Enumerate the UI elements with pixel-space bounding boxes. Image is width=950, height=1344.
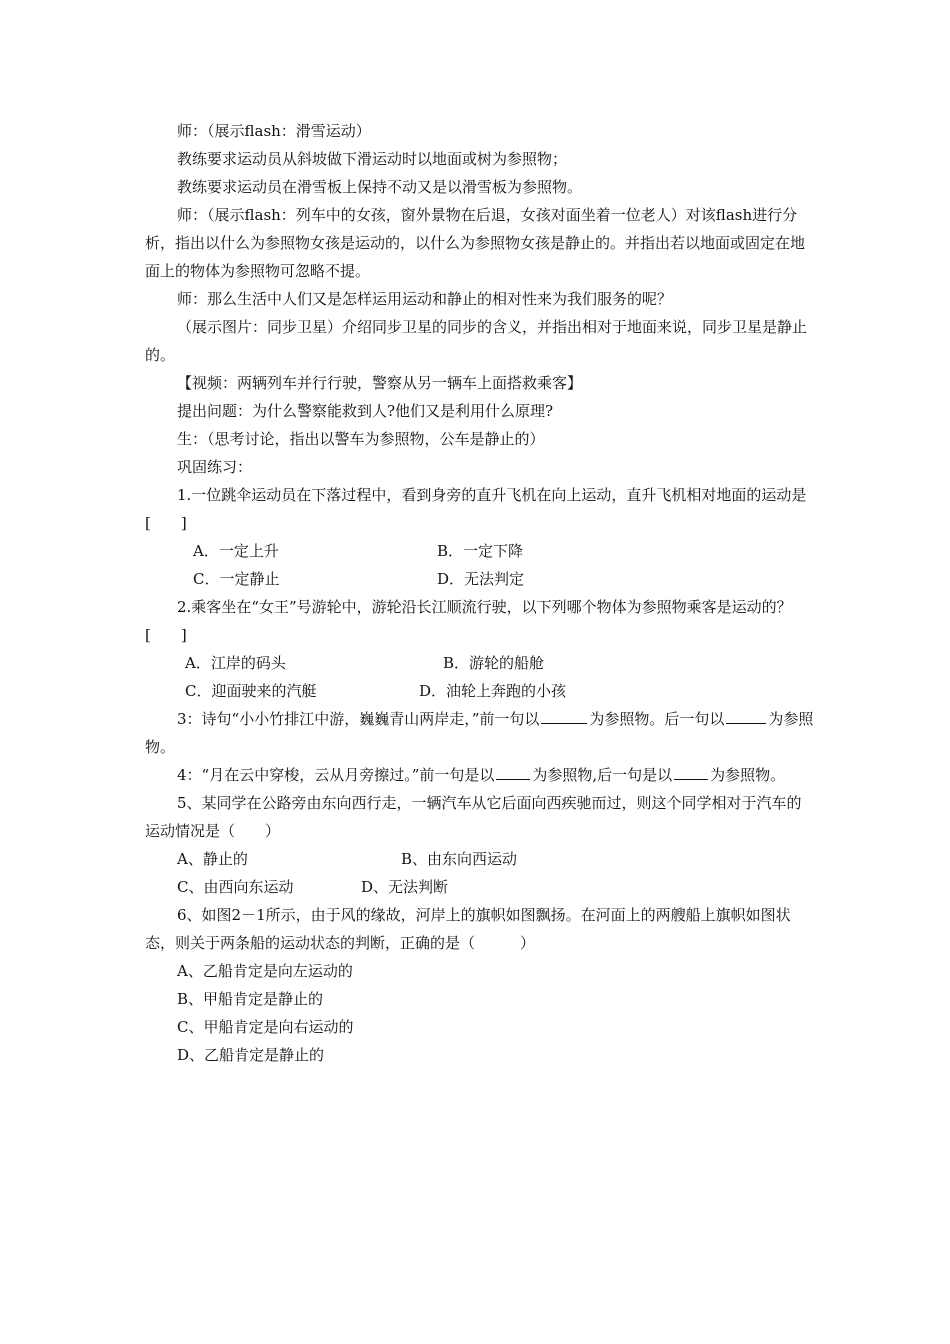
question-3-text: [145, 705, 815, 761]
question-1-text: 1.一位跳伞运动员在下落过程中，看到身旁的直升飞机在向上运动，直升飞机相对地面的运动是 [ ]: [145, 486, 837, 532]
question-4-part-3: 为参照物。: [710, 766, 786, 784]
question-6-option-a: A、乙船肯定是向左运动的: [177, 962, 353, 980]
question-1-options-row-1: [145, 537, 815, 565]
question-4-text: [145, 761, 815, 789]
question-3-part-2: 为参照物。后一句以: [589, 710, 725, 728]
coach-requirement-1: 教练要求运动员从斜坡做下滑运动时以地面或树为参照物；: [177, 150, 568, 168]
document-body: [145, 117, 837, 1069]
question-4-blank-1: [496, 763, 530, 780]
question-4-part-2: 为参照物,后一句是以: [532, 766, 673, 784]
coach-requirement-2: 教练要求运动员在滑雪板上保持不动又是以滑雪板为参照物。: [177, 178, 583, 196]
question-5-option-c: C、由西向东运动: [177, 878, 294, 896]
question-2-options-row-1: [145, 649, 815, 677]
question-6-option-c-row: [145, 1013, 815, 1041]
satellite-paragraph: （展示图片：同步卫星）介绍同步卫星的同步的含义，并指出相对于地面来说，同步卫星是静止的。: [145, 318, 808, 364]
question-5-option-b: B、由东向西运动: [401, 850, 518, 868]
question-6-option-c: C、甲船肯定是向右运动的: [177, 1018, 354, 1036]
question-3-part-1: 3：诗句“小小竹排江中游，巍巍青山两岸走，”前一句以: [177, 710, 540, 728]
question-6-option-b: B、甲船肯定是静止的: [177, 990, 324, 1008]
question-4-part-1: 4：“月在云中穿梭，云从月旁擦过。”前一句是以: [177, 766, 495, 784]
question-6-text: 6、如图2－1所示，由于风的缘故，河岸上的旗帜如图飘扬。在河面上的两艘船上旗帜如图状态，则关于两条船的运动状态的判断，正确的是（ ）: [145, 906, 791, 952]
question-1-options-row-2: [145, 565, 815, 593]
teacher-question: 师：那么生活中人们又是怎样运用运动和静止的相对性来为我们服务的呢？: [177, 290, 673, 308]
question-1-option-b: B．一定下降: [437, 542, 524, 560]
teacher-flash-skiing: 师：（展示flash：滑雪运动）: [177, 122, 371, 140]
question-2-option-d: D．油轮上奔跑的小孩: [419, 682, 567, 700]
question-5-text: 5、某同学在公路旁由东向西行走，一辆汽车从它后面向西疾驰而过，则这个同学相对于汽车的运动情况是（ ）: [145, 794, 802, 840]
question-5-options-row-1: [145, 845, 815, 873]
question-6-option-d-row: [145, 1041, 815, 1069]
question-6-option-b-row: [145, 985, 815, 1013]
question-5-option-d: D、无法判断: [361, 878, 449, 896]
question-1-option-d: D．无法判定: [437, 570, 525, 588]
question-2-text: 2.乘客坐在“女王”号游轮中，游轮沿长江顺流行驶，以下列哪个物体为参照物乘客是运动的？ [ ]: [145, 598, 807, 644]
question-5-options-row-2: [145, 873, 815, 901]
question-2-option-a: A．江岸的码头: [185, 654, 286, 672]
question-6-option-a-row: [145, 957, 815, 985]
raise-question: 提出问题：为什么警察能救到人?他们又是利用什么原理?: [177, 402, 554, 420]
question-2-option-b: B．游轮的船舱: [443, 654, 545, 672]
question-3-part-3: 为参照物。: [145, 710, 814, 756]
question-3-blank-1: [541, 707, 587, 724]
exercise-heading: 巩固练习：: [177, 458, 253, 476]
question-6-option-d: D、乙船肯定是静止的: [177, 1046, 325, 1064]
question-2-option-c: C．迎面驶来的汽艇: [185, 682, 317, 700]
video-caption: 【视频：两辆列车并行行驶，警察从另一辆车上面搭救乘客】: [177, 374, 583, 392]
question-1-option-a: A．一定上升: [193, 542, 279, 560]
question-2-options-row-2: [145, 677, 815, 705]
question-4-blank-2: [674, 763, 708, 780]
student-response: 生：（思考讨论，指出以警车为参照物，公车是静止的）: [177, 430, 545, 448]
teacher-flash-train: 师：（展示flash：列车中的女孩，窗外景物在后退，女孩对面坐着一位老人）对该flash进行分析，指出以什么为参照物女孩是运动的，以什么为参照物女孩是静止的。并指出若以地面或固定在地面上的物体为参照物可忽略不提。: [145, 206, 806, 280]
question-1-option-c: C．一定静止: [193, 570, 280, 588]
question-3-blank-2: [726, 707, 766, 724]
question-5-option-a: A、静止的: [177, 850, 248, 868]
